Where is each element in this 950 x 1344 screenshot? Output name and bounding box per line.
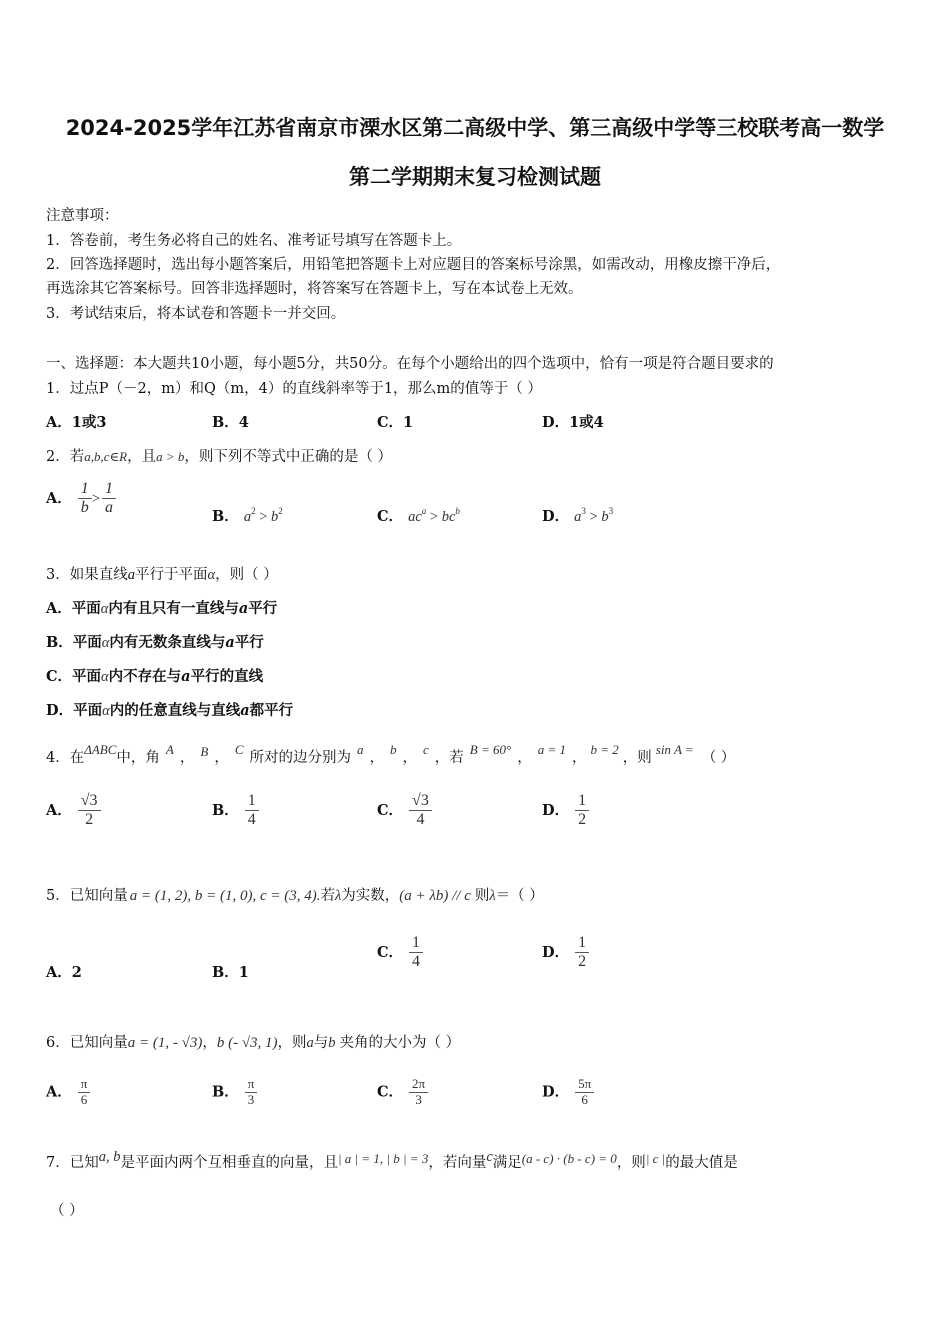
q4-mid4: ，则	[622, 750, 652, 766]
q6-c-num: 2π	[409, 1077, 428, 1093]
q7-answer-paren: （ ）	[50, 1203, 84, 1219]
q6-a-frac	[78, 1077, 91, 1108]
q4-side-c: c	[423, 742, 429, 757]
question-4-stem: 4．在ΔABC中，角A， B ，C所对的边分别为a，b，c，若B = 60°，a = 1，b = 2，则sin A =（ ）	[46, 742, 736, 766]
q6-a-label: A．	[46, 1083, 72, 1101]
q3-mid: 平行于平面	[134, 567, 208, 583]
q5-d-frac	[575, 934, 589, 972]
q3-a-alpha: α	[100, 601, 109, 617]
q6-c-den: 3	[415, 1091, 422, 1107]
question-7-stem	[46, 1149, 738, 1172]
notice-item-2b: 再选涂其它答案标号。回答非选择题时，将答案写在答题卡上，写在本试卷上无效。	[46, 281, 583, 297]
q4-cond3: b = 2	[590, 742, 619, 757]
q5-option-c	[377, 934, 423, 972]
q4-b-label: B．	[212, 801, 239, 819]
q2-a-gt: >	[91, 490, 100, 507]
q1-option-b: B．4	[212, 414, 249, 431]
q2-mid: ，且	[127, 449, 157, 465]
q5-pre: 5．已知向量	[46, 888, 128, 904]
q4-option-d	[542, 792, 589, 830]
q2-post: ，则下列不等式中正确的是（ ）	[184, 449, 392, 465]
q2-pre: 2．若	[46, 449, 85, 465]
q4-a-den: 2	[85, 811, 94, 829]
q6-and: 与	[313, 1035, 329, 1051]
q5-vectors: a = (1, 2), b = (1, 0), c = (3, 4).	[129, 888, 321, 904]
q6-vector-a: a = (1, - √3)	[127, 1035, 203, 1051]
q4-b-den: 4	[247, 811, 256, 829]
q7-cond2: (a - c) · (b - c) = 0	[521, 1151, 617, 1166]
q6-a-den: 6	[80, 1091, 88, 1107]
q2-d-exp2: 3	[608, 506, 614, 516]
q3-option-c	[46, 665, 263, 686]
q4-c-den: 4	[416, 811, 425, 829]
q2-b-exp2: 2	[278, 506, 283, 516]
q4-mid3: ，若	[434, 750, 464, 766]
q4-cond1: B = 60°	[469, 742, 512, 757]
q4-d-label: D．	[542, 801, 570, 819]
q4-d-den: 2	[578, 811, 587, 829]
q4-a-num: √3	[78, 792, 101, 811]
q6-d-num: 5π	[575, 1077, 594, 1093]
q2-option-a	[46, 480, 116, 518]
q2-c-expr2: bc	[441, 509, 456, 525]
q4-cond2: a = 1	[537, 742, 566, 757]
q5-option-d	[542, 934, 589, 972]
q5-c-frac	[409, 934, 423, 972]
q2-option-d	[542, 505, 613, 526]
q3-d-post: 内的任意直线与直线	[109, 702, 241, 719]
q4-angle-b: B	[200, 744, 209, 759]
q2-b-gt: >	[255, 509, 272, 525]
q6-d-frac	[575, 1077, 594, 1108]
q3-d-var: a	[240, 702, 250, 719]
q4-c-num: √3	[409, 792, 432, 811]
q7-post: 的最大值是	[665, 1155, 738, 1171]
q2-option-b	[212, 505, 283, 526]
q5-c-num: 1	[409, 934, 423, 953]
q2-c-expr1: ac	[408, 509, 422, 525]
question-2-stem	[46, 445, 392, 466]
q3-c-end: 平行的直线	[190, 668, 264, 685]
q6-option-c	[377, 1077, 428, 1108]
q2-b-label: B．	[212, 508, 239, 525]
q4-angle-a: A	[165, 742, 174, 757]
q4-side-b: b	[390, 742, 397, 757]
q3-alpha: α	[207, 567, 216, 583]
q5-d-num: 1	[575, 934, 589, 953]
question-5-stem	[46, 884, 544, 905]
q7-mid3: 满足	[492, 1155, 522, 1171]
q2-option-c	[377, 505, 460, 526]
q4-side-a: a	[357, 742, 364, 757]
q2-d-base2: b	[601, 509, 609, 525]
q6-b-num: π	[245, 1077, 258, 1093]
q5-d-label: D．	[542, 943, 570, 961]
q7-pre: 7．已知	[46, 1155, 99, 1171]
q7-mid1: 是平面内两个互相垂直的向量，且	[120, 1155, 338, 1171]
q6-d-label: D．	[542, 1083, 570, 1101]
q5-post: 则	[474, 888, 490, 904]
q6-b-frac	[245, 1077, 258, 1108]
q4-mid2: 所对的边分别为	[249, 750, 351, 766]
q6-comma: ，	[202, 1035, 217, 1051]
q3-b-post: 内有无数条直线与	[109, 634, 226, 651]
question-3-stem	[46, 563, 278, 584]
q2-a-label: A．	[46, 489, 72, 507]
q2-b-exp1: 2	[251, 506, 256, 516]
q3-b-var: a	[225, 634, 235, 651]
notice-heading: 注意事项：	[46, 208, 119, 224]
q4-d-num: 1	[575, 792, 589, 811]
q2-a-den1: b	[80, 499, 89, 517]
q5-lambda-2: λ	[489, 888, 496, 904]
q6-option-b	[212, 1077, 257, 1108]
q7-ab: a, b	[98, 1149, 121, 1165]
q6-option-a	[46, 1077, 90, 1108]
q4-triangle: ΔABC	[84, 742, 117, 757]
q2-b-base1: a	[243, 509, 252, 525]
notice-item-3: 3．考试结束后，将本试卷和答题卡一并交回。	[46, 306, 346, 322]
q6-mid: ，则	[277, 1035, 307, 1051]
q2-d-label: D．	[542, 508, 570, 525]
q3-c-alpha: α	[101, 669, 109, 685]
exam-title-line2: 第二学期期末复习检测试题	[349, 165, 601, 189]
q7-abs: | c |	[645, 1151, 666, 1166]
q6-c-frac	[409, 1077, 428, 1108]
q4-d-frac	[575, 792, 589, 830]
q6-pre: 6．已知向量	[46, 1035, 128, 1051]
q3-option-d	[46, 699, 293, 720]
q4-option-b	[212, 792, 259, 830]
q4-ask: sin A =	[655, 742, 694, 757]
q7-cond1: | a | = 1, | b | = 3	[337, 1151, 429, 1166]
q2-b-base2: b	[271, 509, 279, 525]
q6-b: b	[328, 1035, 336, 1051]
q4-mid1: 中，角	[116, 750, 160, 766]
q3-c-post: 内不存在与	[108, 668, 182, 685]
q3-b-alpha: α	[101, 635, 110, 651]
q6-c-label: C．	[377, 1083, 404, 1101]
q2-c-label: C．	[377, 508, 404, 525]
q2-c-exp1: a	[421, 506, 427, 516]
q2-a-frac1	[78, 480, 92, 518]
q4-a-label: A．	[46, 801, 72, 819]
q7-mid4: ，则	[616, 1155, 646, 1171]
q6-post: 夹角的大小为（ ）	[339, 1035, 461, 1051]
q2-a-num2: 1	[102, 480, 116, 499]
q6-a: a	[306, 1035, 314, 1051]
q2-vars: a,b,c∈R	[84, 449, 128, 464]
q3-option-a	[46, 597, 277, 618]
q4-b-num: 1	[245, 792, 259, 811]
q2-c-gt: >	[426, 509, 442, 525]
q2-d-exp1: 3	[581, 506, 586, 516]
q3-option-b	[46, 631, 264, 652]
q2-cond: a > b	[156, 449, 185, 464]
q4-c-label: C．	[377, 801, 404, 819]
q4-angle-c: C	[234, 742, 244, 757]
q3-pre: 3．如果直线	[46, 567, 128, 583]
q2-a-frac2	[102, 480, 116, 518]
q3-d-end: 都平行	[249, 702, 294, 719]
q5-cond: (a + λb) // c	[399, 888, 471, 904]
q4-pre: 4．在	[46, 750, 85, 766]
q2-d-base1: a	[574, 509, 582, 525]
q5-lambda: λ	[334, 888, 342, 904]
q2-a-num1: 1	[78, 480, 92, 499]
q3-d-alpha: α	[102, 703, 110, 719]
q1-option-a: A．1或3	[46, 414, 107, 431]
q4-option-c	[377, 792, 432, 830]
q4-post: （ ）	[701, 750, 736, 766]
exam-title-line1: 2024-2025学年江苏省南京市溧水区第二高级中学、第三高级中学等三校联考高一数学	[65, 116, 885, 140]
q3-b-end: 平行	[234, 634, 264, 651]
q5-post2: ＝（ ）	[495, 888, 544, 904]
q6-vector-b: b (- √3, 1)	[216, 1035, 278, 1051]
q3-a-var: a	[238, 600, 249, 617]
q3-d-pre: D．平面	[46, 702, 103, 719]
q3-line-a: a	[127, 567, 135, 583]
q3-a-post: 内有且只有一直线与	[108, 600, 239, 617]
q2-c-exp2: b	[455, 506, 460, 516]
q5-option-a: A．2	[46, 964, 82, 981]
question-1-stem: 1．过点P（－2，m）和Q（m，4）的直线斜率等于1，那么m的值等于（ ）	[46, 381, 542, 397]
q5-c-den: 4	[412, 953, 421, 971]
q4-b-frac	[245, 792, 259, 830]
q1-option-d: D．1或4	[542, 414, 604, 431]
q5-d-den: 2	[578, 953, 587, 971]
notice-item-1: 1．答卷前，考生务必将自己的姓名、准考证号填写在答题卡上。	[46, 233, 462, 249]
q3-c-var: a	[181, 668, 191, 685]
q4-c-frac	[409, 792, 432, 830]
q5-option-b: B．1	[212, 964, 249, 981]
section-heading: 一、选择题：本大题共10小题，每小题5分，共50分。在每个小题给出的四个选项中，恰有一项是符合题目要求的	[46, 356, 774, 372]
q6-b-label: B．	[212, 1083, 239, 1101]
q2-a-den2: a	[104, 499, 113, 517]
q6-b-den: 3	[247, 1091, 255, 1107]
q1-option-c: C．1	[377, 414, 414, 431]
q3-b-pre: B．平面	[46, 634, 102, 651]
q7-mid2: ，若向量	[428, 1155, 487, 1171]
q3-post: ，则（ ）	[215, 567, 278, 583]
q3-a-pre: A．平面	[46, 600, 101, 617]
q6-d-den: 6	[581, 1091, 588, 1107]
q5-c-label: C．	[377, 943, 404, 961]
q4-option-a	[46, 792, 101, 830]
question-6-stem	[46, 1031, 460, 1052]
q2-d-gt: >	[585, 509, 602, 525]
q4-a-frac	[78, 792, 101, 830]
q6-a-num: π	[78, 1077, 91, 1093]
q5-mid2: 为实数，	[341, 888, 400, 904]
q5-mid: 若	[320, 888, 335, 904]
notice-item-2a: 2．回答选择题时，选出每小题答案后，用铅笔把答题卡上对应题目的答案标号涂黑，如需改动，用橡皮擦干净后，	[46, 257, 781, 273]
q6-option-d	[542, 1077, 594, 1108]
q3-c-pre: C．平面	[46, 668, 102, 685]
q7-c: c	[486, 1149, 493, 1165]
q3-a-end: 平行	[248, 600, 278, 617]
